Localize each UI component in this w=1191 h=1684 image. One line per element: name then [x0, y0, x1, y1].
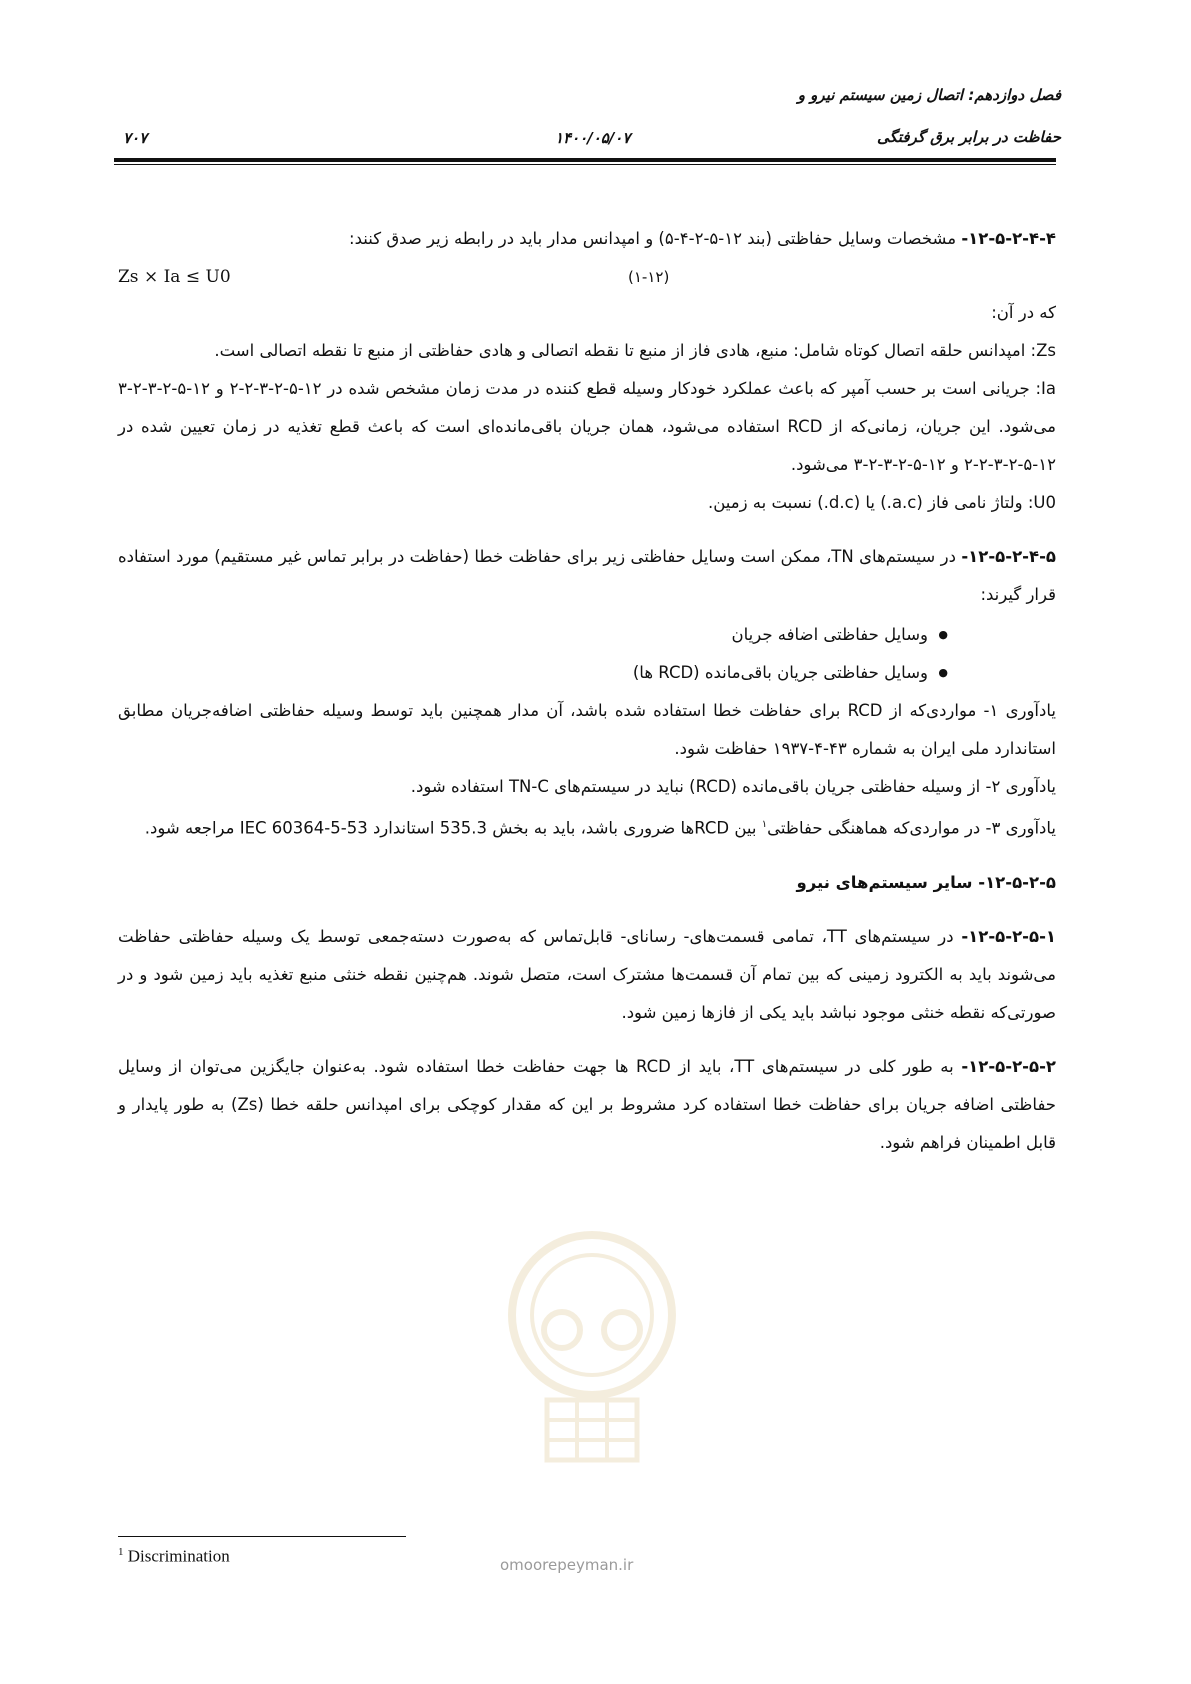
clause-number: ۱۲-۵-۲-۵-۲- — [961, 1056, 1056, 1076]
note-1: یادآوری ۱- مواردی‌که از RCD برای حفاظت خطا استفاده شده باشد، آن مدار همچنین باید توسط وسیله حفاظتی اضافه‌جریان مطابق استاندارد ملی ایران به شماره ۴۳-۴-۱۹۳۷ حفاظت شود. — [118, 701, 1056, 758]
list-item: ● وسایل حفاظتی اضافه جریان — [118, 616, 928, 654]
clause-text: مشخصات وسایل حفاظتی (بند ۱۲-۵-۲-۴-۵) و امپدانس مدار باید در رابطه زیر صدق کنند: — [349, 229, 962, 248]
footnote-text: Discrimination — [123, 1546, 230, 1566]
clause-12-5-2-4-5 — [118, 538, 1056, 614]
chapter-title-line2: حفاظت در برابر برق گرفتگی — [877, 128, 1061, 146]
page-body — [118, 220, 1056, 1162]
clause-12-5-2-4-4 — [118, 220, 1056, 258]
definition-u0: U0: ولتاژ نامی فاز (a.c.) یا (d.c.) نسبت به زمین. — [707, 493, 1056, 512]
clause-text: به طور کلی در سیستم‌های TT، باید از RCD ها جهت حفاظت خطا استفاده شود. به‌عنوان جایگزین می‌توان از وسایل حفاظتی اضافه جریان برای حفاظت خطا استفاده کرد مشروط بر این که مقدار کوچکی برای امپدانس حلقه خطا (Zs) به طور پایدار و قابل اطمینان فراهم شود. — [118, 1056, 1057, 1152]
equation-row — [118, 258, 1056, 294]
definition-ia: Ia: جریانی است بر حسب آمپر که باعث عملکرد خودکار وسیله قطع کننده در مدت زمان مشخص شده در ۱۲-۵-۲-۳-۲-۲ و ۱۲-۵-۲-۳-۲-۳ می‌شود. این جریان، زمانی‌که از RCD استفاده می‌شود، همان جریان باقی‌مانده‌ای است که باعث قطع تغذیه در زمان تعیین شده در ۱۲-۵-۲-۳-۲-۲ و ۱۲-۵-۲-۳-۲-۳ می‌شود. — [118, 379, 1057, 474]
clause-12-5-2-5-1 — [118, 918, 1056, 1032]
clause-number: ۱۲-۵-۲-۵-۱- — [961, 926, 1056, 946]
chapter-title-line1: فصل دوازدهم: اتصال زمین سیستم نیرو و — [797, 86, 1061, 104]
equation-formula: Zs × Ia ≤ U0 — [118, 267, 231, 287]
footnote — [118, 1546, 230, 1567]
clause-12-5-2-5-2 — [118, 1048, 1056, 1162]
header-rule-thin — [114, 164, 1056, 165]
clause-text: در سیستم‌های TT، تمامی قسمت‌های- رسانای- قابل‌تماس که به‌صورت دسته‌جمعی توسط یک وسیله حفاظتی حفاظت می‌شوند باید به الکترود زمینی که بین تمام آن قسمت‌ها مشترک است، متصل شوند. هم‌چنین نقطه خنثی منبع تغذیه باید زمین شود و در صورتی‌که نقطه خنثی موجود نباشد باید یکی از فازها زمین شود. — [118, 926, 1056, 1022]
note-3-text-continued: بین RCDها ضروری باشد، باید به بخش 535.3 استاندارد IEC 60364-5-53 مراجعه شود. — [144, 818, 762, 838]
equation-number: (۱-۱۲) — [628, 268, 670, 286]
header-date: ۱۴۰۰/۰۵/۰۷ — [555, 129, 631, 147]
footnote-marker: 1 — [118, 1546, 124, 1558]
footnote-reference[interactable]: ۱ — [761, 819, 768, 830]
seal-logo-icon — [492, 1220, 692, 1510]
bullet-list — [118, 616, 1056, 692]
clause-text: در سیستم‌های TN، ممکن است وسایل حفاظتی زیر برای حفاظت خطا (حفاظت در برابر تماس غیر مستقیم) مورد استفاده قرار گیرند: — [118, 547, 1056, 604]
page-number: ۷۰۷ — [123, 129, 148, 147]
note-3-text: یادآوری ۳- در مواردی‌که هماهنگی حفاظتی — [767, 818, 1056, 838]
clause-number: ۱۲-۵-۲-۴-۴- — [961, 229, 1056, 248]
note-2: یادآوری ۲- از وسیله حفاظتی جریان باقی‌مانده (RCD) نباید در سیستم‌های TN-C استفاده شود. — [410, 777, 1056, 796]
watermark-url: omoorepeyman.ir — [500, 1556, 634, 1574]
where-label: که در آن: — [991, 303, 1056, 322]
note-3 — [118, 806, 1056, 848]
clause-number: ۱۲-۵-۲-۴-۵- — [961, 547, 1056, 566]
list-item: ● وسایل حفاظتی جریان باقی‌مانده (RCD ها) — [118, 654, 928, 692]
definition-zs: Zs: امپدانس حلقه اتصال کوتاه شامل: منبع، هادی فاز از منبع تا نقطه اتصالی و هادی حفاظتی از منبع تا نقطه اتصالی است. — [214, 341, 1056, 360]
header-rule-thick — [114, 158, 1056, 162]
section-heading: ۱۲-۵-۲-۵- سایر سیستم‌های نیرو — [796, 872, 1056, 892]
footnote-rule — [118, 1536, 406, 1537]
